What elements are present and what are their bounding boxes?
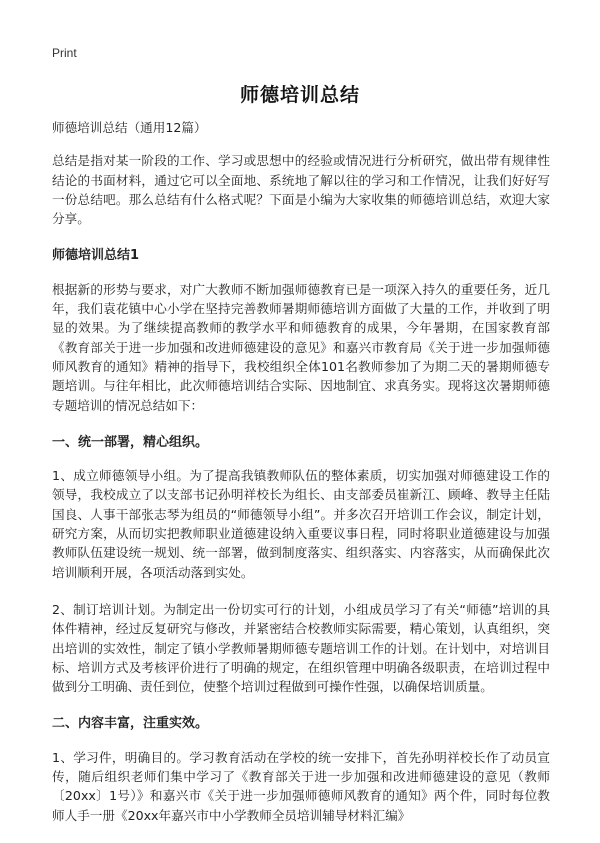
paragraph-1: 根据新的形势与要求，对广大教师不断加强师德教育已是一项深入持久的重要任务，近几年，我们袁花镇中心小学在坚持完善教师暑期师德培训方面做了大量的工作，并收到了明显的效果。为了继续提高教师的教学水平和师德教育的成果，今年暑期，在国家教育部《教育部关于进一步加强和改进师德建设的意见》和嘉兴市教育局《关于进一步加强师德师风教育的通知》精神的指导下，我校组织全体101名教师参加了为期二天的暑期师德专题培训。与往年相比，此次师德培训结合实际、因地制宜、求真务实。现将这次暑期师德专题培训的情况总结如下： — [52, 281, 550, 413]
document-subtitle: 师德培训总结（通用12篇） — [52, 120, 207, 135]
paragraph-4: 1、学习件，明确目的。学习教育活动在学校的统一安排下，首先孙明祥校长作了动员宣传，随后组织老师们集中学习了《教育部关于进一步加强和改进师德建设的意见（教师〔20xx〕1号）》和嘉兴市《关于进一步加强师德师风教育的通知》两个件，同时每位教师人手一册《20xx年嘉兴市中小学教师全员培训辅导材料汇编》 — [52, 749, 550, 823]
print-label[interactable]: Print — [52, 46, 77, 60]
intro-paragraph: 总结是指对某一阶段的工作、学习或思想中的经验或情况进行分析研究，做出带有规律性结论的书面材料，通过它可以全面地、系统地了解以往的学习和工作情况，让我们好好写一份总结吧。那么总结有什么格式呢？下面是小编为大家收集的师德培训总结，欢迎大家分享。 — [52, 153, 550, 227]
paragraph-2: 1、成立师德领导小组。为了提高我镇教师队伍的整体素质，切实加强对师德建设工作的领导，我校成立了以支部书记孙明祥校长为组长、由支部委员崔新江、顾峰、教导主任陆国良、人事干部张志琴为组员的“师德领导小组”。并多次召开培训工作会议，制定计划，研究方案，从而切实把教师职业道德建设纳入重要议事日程，同时将职业道德建设与加强教师队伍建设统一规划、统一部署，做到制度落实、组织落实、内容落实，从而确保此次培训顺利开展，各项活动落到实处。 — [52, 468, 550, 580]
paragraph-3: 2、制订培训计划。为制定出一份切实可行的计划，小组成员学习了有关“师德”培训的具体件精神，经过反复研究与修改，并紧密结合校教师实际需要，精心策划，认真组织，突出培训的实效性，制定了镇小学教师暑期师德专题培训工作的计划。在计划中，对培训目标、培训方式及考核评价进行了明确的规定，在组织管理中明确各级职责，在培训过程中做到分工明确、责任到位，使整个培训过程做到可操作性强，以确保培训质量。 — [52, 601, 550, 695]
document-title: 师德培训总结 — [239, 84, 360, 106]
section-title: 师德培训总结1 — [52, 248, 140, 264]
heading-1: 一、统一部署，精心组织。 — [52, 434, 209, 450]
document-body — [52, 118, 550, 843]
heading-2: 二、内容丰富，注重实效。 — [52, 716, 209, 732]
